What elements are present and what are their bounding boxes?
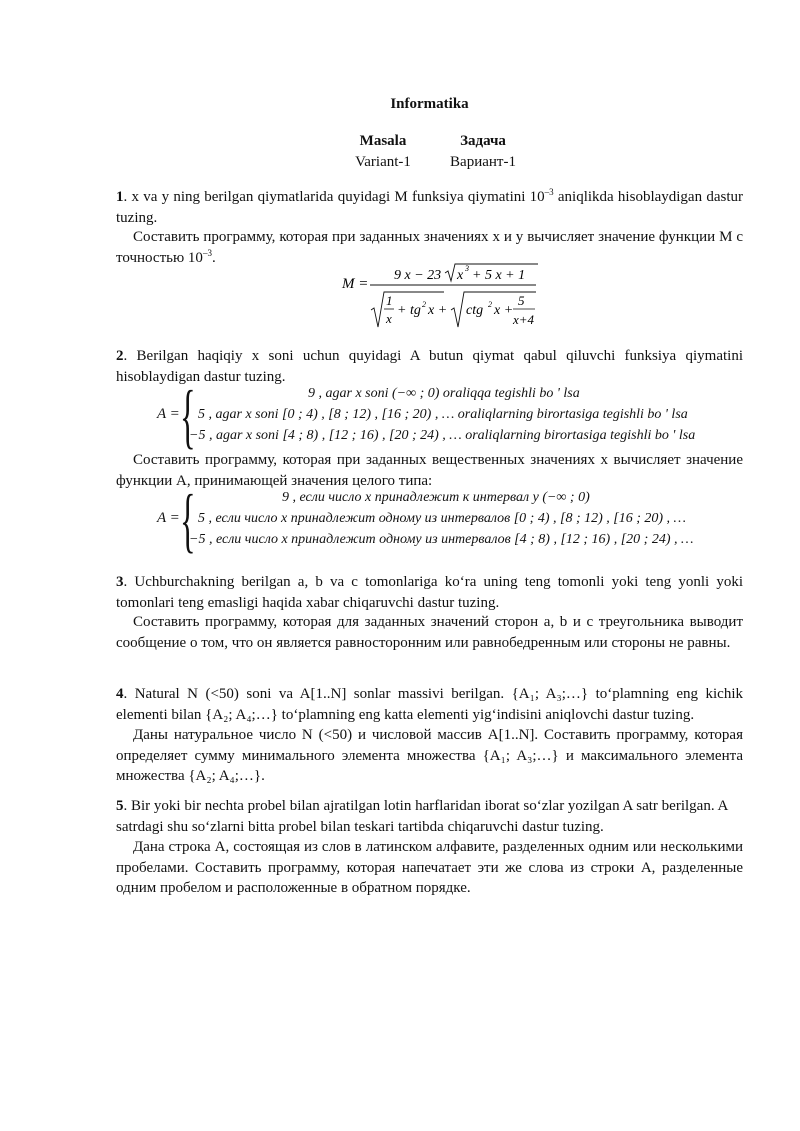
svg-text:x: x (386, 311, 392, 326)
svg-text:x: x (457, 268, 464, 283)
task1-uz-end: aniqlikda hisoblaydigan dastur tuzing. (116, 189, 743, 226)
task2-uz-cases (154, 376, 744, 456)
task2-ru-cases (154, 480, 744, 560)
formula-lhs: M = (342, 276, 369, 292)
svg-text:+ tg: + tg (397, 303, 421, 318)
task1-number: 1 (116, 189, 124, 205)
task2-ru-text: Составить программу, которая при заданных вещественных значениях x вычисляет значение функции A, принимающей значения целого типа: (116, 452, 743, 489)
task1-uz-text: . x va y ning berilgan qiymatlarida quyidagi M funksiya qiymatini 10 (123, 189, 545, 205)
task2-ru-case2: 5 , если число x принадлежит одному из интервалов [0 ; 4) , [8 ; 12) , [16 ; 20) , … (198, 511, 686, 526)
svg-text:2: 2 (422, 300, 426, 309)
svg-text:ctg: ctg (466, 303, 484, 318)
task4-ru (116, 725, 743, 787)
svg-text:5: 5 (518, 293, 525, 308)
task3-uz (116, 572, 743, 613)
header-ru (438, 131, 528, 173)
task5-uz-text: . Bir yoki bir nechta probel bilan ajratilgan lotin harflaridan iborat so‘zlar yozilgan A satr berilgan. A satrdagi shu so‘zlarni bitta probel bilan teskari tartibda chiqaruvchi dastur tuzing. (116, 798, 728, 835)
header-uz (338, 131, 428, 173)
task2-ru-case3: −5 , если число x принадлежит одному из интервалов [4 ; 8) , [12 ; 16) , [20 ; 24) , … (189, 532, 694, 547)
task1-ru-text: Составить программу, которая при заданных значениях x и y вычисляет значение функции M с точностью 10 (116, 229, 743, 266)
task2-ru-brace: { (180, 480, 196, 560)
task2-uz-case1: 9 , agar x soni (−∞ ; 0) oraliqqa tegishli bo ' lsa (308, 386, 580, 401)
svg-text:x+4: x+4 (513, 312, 535, 327)
task1-formula (338, 261, 538, 331)
task5-number: 5 (116, 798, 124, 814)
task4-uz-text: . Natural N (<50) soni va A[1..N] sonlar massivi berilgan. {A₁; A₃;…} to‘plamning eng kichik elementi bilan {A₂; A₄;…} to‘plamning eng katta elementi yig‘indisini aniqlovchi dastur tuzing. (116, 686, 743, 723)
svg-text:1: 1 (386, 293, 393, 308)
task2-uz-case3: −5 , agar x soni [4 ; 8) , [12 ; 16) , [20 ; 24) , … oraliqlarning birortasiga tegishli bo ' lsa (189, 428, 696, 443)
task2-ru-case1: 9 , если число x принадлежит к интервал y (−∞ ; 0) (282, 490, 590, 505)
task2-ru-lhs: A = (157, 510, 180, 526)
task1-ru-end: . (211, 249, 216, 266)
task4-ru-text: Даны натуральное число N (<50) и числовой массив A[1..N]. Составить программу, которая определяет сумму минимального элемента множества {A₁; A₃;…} и максимального элемента множества {A₂; A₄;…}. (116, 727, 743, 784)
task2-number: 2 (116, 348, 124, 364)
header-uz-variant: Variant-1 (355, 154, 411, 170)
task5-ru-text: Дана строка A, состоящая из слов в латинском алфавите, разделенных одним или несколькими пробелами. Составить программу, которая напечатает эти же слова из строки A, разделенные одним пробелом и расположенные в обратном порядке. (116, 839, 743, 896)
svg-text:2: 2 (488, 300, 492, 309)
task3-ru-text: Составить программу, которая для заданных значений сторон a, b и c треугольника выводит сообщение о том, что он является равносторонним или равнобедренным или стороны не равны. (116, 614, 743, 651)
task4-number: 4 (116, 686, 124, 702)
task5-uz (116, 796, 743, 837)
task2-uz-case2: 5 , agar x soni [0 ; 4) , [8 ; 12) , [16 ; 20) , … oraliqlarning birortasiga tegishli bo ' lsa (198, 407, 688, 422)
svg-text:+ 5 x + 1: + 5 x + 1 (472, 268, 526, 283)
task1-ru-exp: –3 (202, 247, 212, 258)
task2-uz-text: . Berilgan haqiqiy x soni uchun quyidagi A butun qiymat qabul qiluvchi funksiya qiymatini hisoblaydigan dastur tuzing. (116, 348, 743, 385)
header-ru-title: Задача (460, 133, 506, 149)
svg-text:3: 3 (465, 264, 469, 273)
task5-ru (116, 837, 743, 899)
task3-uz-text: . Uchburchakning berilgan a, b va c tomonlariga ko‘ra uning teng tomonli yoki teng yonli yoki tomonlari teng emasligi haqida xabar chiqaruvchi dastur tuzing. (116, 574, 743, 611)
header-ru-variant: Вариант-1 (450, 154, 516, 170)
task3-ru (116, 612, 743, 653)
task2-uz-lhs: A = (157, 406, 180, 422)
task3-number: 3 (116, 574, 124, 590)
header-uz-title: Masala (359, 133, 407, 149)
task4-uz (116, 684, 743, 725)
svg-text:9 x − 23: 9 x − 23 (394, 268, 442, 283)
svg-text:x +: x + (428, 303, 448, 318)
task2-ru (116, 450, 743, 491)
svg-text:x +: x + (494, 303, 514, 318)
task2-uz-brace: { (180, 376, 196, 456)
task2-uz (116, 346, 743, 387)
task1-uz-exp: –3 (544, 187, 554, 197)
task1-uz (116, 187, 743, 228)
document-title: Informatika (390, 96, 469, 112)
